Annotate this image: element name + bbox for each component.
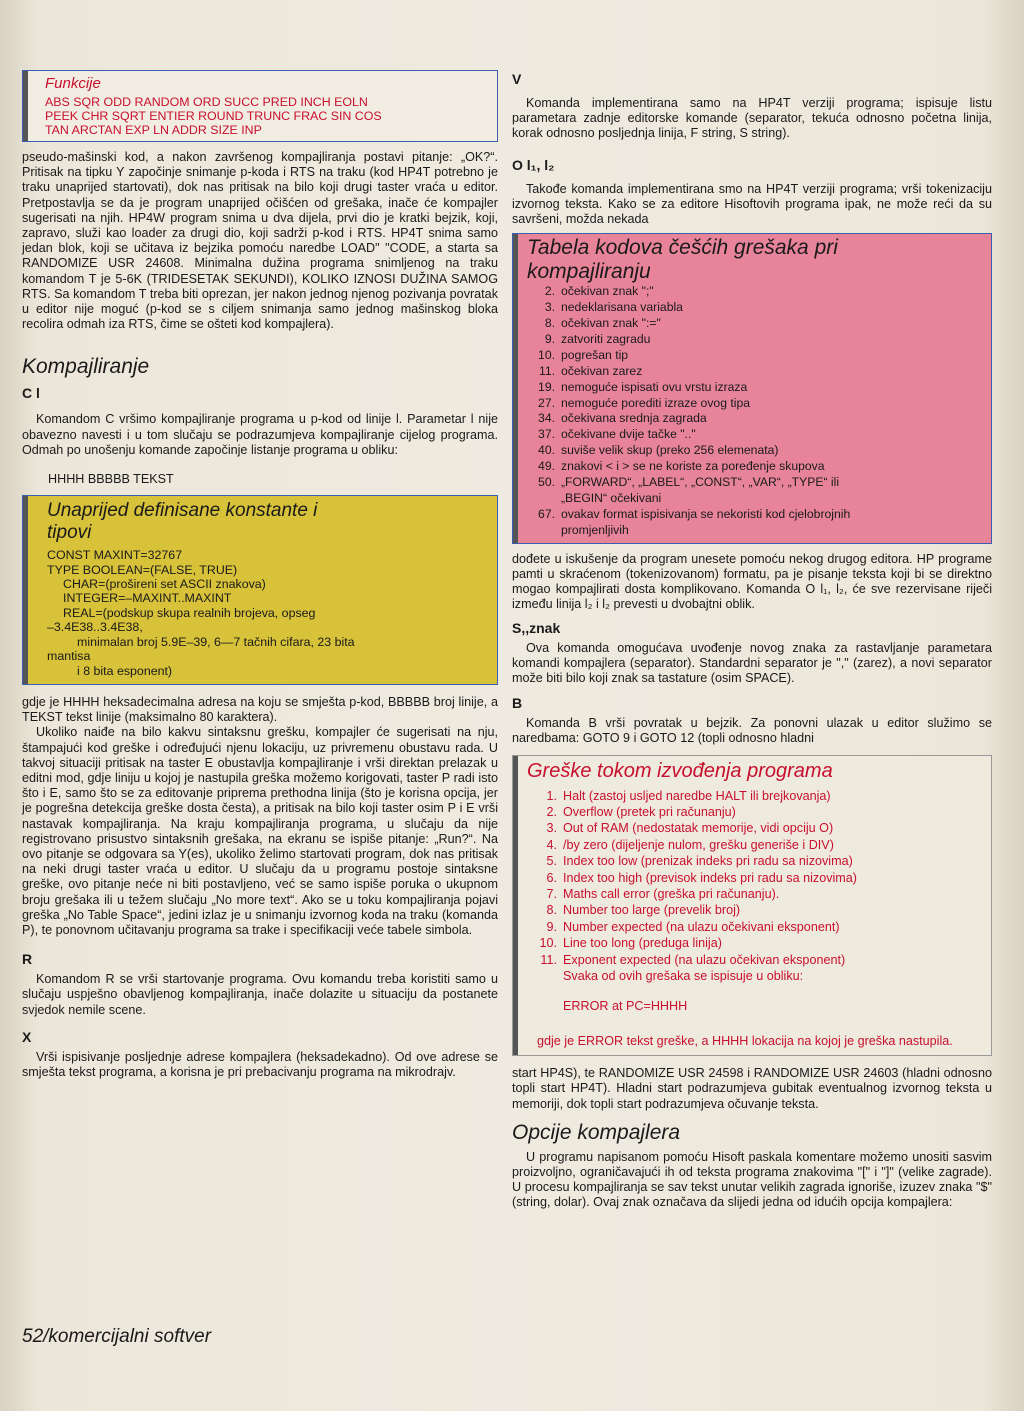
box-bar (23, 71, 28, 141)
greske-row-number: 5. (546, 854, 557, 869)
tabela-row-number: 40. (538, 443, 555, 458)
command-o: O l₁, l₂ (512, 156, 555, 173)
tabela-row (527, 507, 983, 523)
greske-row-number: 7. (546, 886, 557, 901)
greske-row-text: Line too long (preduga linija) (563, 936, 722, 951)
tabela-row (527, 427, 983, 443)
tabela-row-text: promjenljivih (561, 522, 629, 537)
tabela-row-number: 2. (544, 284, 555, 299)
greske-row-text: Number too large (prevelik broj) (563, 903, 741, 918)
tabela-row (527, 332, 983, 348)
greske-row-text: Index too low (prenizak indeks pri radu sa nizovima) (563, 854, 853, 869)
tabela-box (512, 233, 992, 544)
greske-note: Svaka od ovih grešaka se ispisuje u obliku: (563, 969, 804, 984)
tabela-row-number: 8. (544, 316, 555, 331)
tabela-row-number: 3. (544, 300, 555, 315)
tabela-row-text: nemoguće ispisati ovu vrstu izraza (561, 379, 748, 394)
paragraph: Komanda B vrši povratak u bejzik. Za ponovni ulazak u editor služimo se naredbama: GOTO 9 i GOTO 12 (topli odnosno hladni (512, 716, 992, 746)
paragraph: Ukoliko naiđe na bilo kakvu sintaksnu grešku, kompajler će sugerisati na nju, štampajući kod greške i određujući njenu lokaciju, uz privremenu obustavu rada. U takvoj situaciji pritisak na taster E obustavlja kompajliranje i vrši direktan prelazak u editni mod, gdje liniju u kojoj je nastupila greška možemo korigovati, taster P radi isto što i E, samo što se za editovanje priprema prethodna linija (što je korisna opcija, jer je pogrešna detekcija greške dosta česta), a pritisak na bilo koji taster osim P i E vrši nastavak kompajliranja. Na kraju kompajliranja programa, u slučaju da nije registrovano prisustvo sintaksnih grešaka, na ekranu se ispiše pitanje: „Run?“. Na ovo pitanje se odgovara sa Y(es), ukoliko želimo startovati program, dok nas pritisak na neki drugi taster vraća u editor. U slučaju da u programu postoje sintaksne greške, ovo pitanje neće ni biti postavljeno, već se samo ispiše poruka o ukupnom broju grešaka ili u težem slučaju „No more text“. Ako se u toku kompajliranja pojavi greška „No Table Space“, jedini izlaz je u snimanju izvornog koda na traku (komanda P), te ponovnom učitavanju programa sa trake i specifikaciji veće tabele simbola. (22, 725, 498, 937)
greske-row-text: Number expected (na ulazu očekivani eksponent) (563, 919, 840, 934)
tabela-row-number: 10. (538, 347, 555, 362)
tabela-row-text: očekivan znak ":=" (561, 316, 661, 331)
greske-list (527, 788, 981, 968)
greske-row (535, 919, 981, 935)
konstante-line: –3.4E38..3.4E38, (47, 620, 143, 635)
tabela-row (527, 475, 983, 491)
konstante-line: TYPE BOOLEAN=(FALSE, TRUE) (47, 562, 238, 577)
tabela-row (527, 380, 983, 396)
command-r: R (22, 951, 33, 968)
tabela-row-text: očekivan zarez (561, 363, 643, 378)
paragraph: gdje je HHHH heksadecimalna adresa na koju se smješta p-kod, BBBBB broj linije, a TEKST tekst linije (maksimalno 80 karaktera). (22, 694, 498, 725)
command-c: C l (22, 385, 40, 402)
greske-row (535, 788, 981, 804)
command-v: V (512, 71, 522, 87)
paragraph: U programu napisanom pomoću Hisoft paskala komentare možemo unositi sasvim proizvoljno, ograničavajući ih od teksta programa znakovima "[" i "]" (velike zagrade). U procesu kompajliranja se sav tekst unutar velikih zagrada ignoriše, izuzev znaka "$" (string, dolar). Ovaj znak označava da slijedi jedna od idućih opcija kompajlera: (512, 1149, 992, 1210)
greske-row-number: 3. (546, 821, 557, 836)
greske-row-text: Overflow (pretek pri računanju) (563, 804, 736, 819)
konstante-line: CHAR=(prošireni set ASCII znakova) (63, 577, 266, 592)
konstante-line: INTEGER=–MAXINT..MAXINT (63, 591, 232, 606)
greske-row (535, 886, 981, 902)
greske-row-number: 8. (546, 903, 557, 918)
greske-row-number: 2. (546, 804, 557, 819)
paragraph: Komandom R se vrši startovanje programa. Ovu komandu treba koristiti samo u slučaju uspješno obavljenog kompajliranja, inače dolazite u situaciju da postanete svjedok nemile scene. (22, 972, 498, 1017)
funkcije-line: PEEK CHR SQRT ENTIER ROUND TRUNC FRAC SIN COS (45, 109, 382, 123)
tabela-row-number: 34. (538, 411, 555, 426)
greske-row-number: 11. (540, 952, 557, 967)
tabela-row (527, 364, 983, 380)
konstante-line: minimalan broj 5.9E–39, 6—7 tačnih cifara, 23 bita (77, 634, 355, 649)
greske-title: Greške tokom izvođenja programa (527, 759, 833, 782)
greske-row (535, 870, 981, 886)
funkcije-line: TAN ARCTAN EXP LN ADDR SIZE INP (45, 123, 262, 137)
greske-row-number: 1. (546, 788, 557, 803)
konstante-box (22, 495, 498, 685)
greske-row-text: Maths call error (greška pri računanju). (563, 886, 780, 901)
greske-row-text: Index too high (previsok indeks pri radu sa nizovima) (563, 870, 857, 885)
tabela-row (527, 284, 983, 300)
tabela-row-number: 67. (538, 506, 555, 521)
tabela-row (527, 348, 983, 364)
tabela-row-number: 27. (538, 395, 555, 410)
tabela-row-number: 11. (538, 363, 555, 378)
box-bar (513, 234, 518, 543)
tabela-list (527, 284, 983, 539)
konstante-title-1: Unaprijed definisane konstante i (47, 500, 318, 522)
greske-row-text: Exponent expected (na ulazu očekivan eksponent) (563, 952, 846, 967)
left-column (22, 70, 498, 1080)
funkcije-title: Funkcije (45, 75, 101, 92)
format-line: HHHH BBBBB TEKST (48, 472, 174, 487)
funkcije-box (22, 70, 498, 142)
paragraph: Komandom C vršimo kompajliranje programa u p-kod od linije l. Parametar l nije obavezno navesti i u tom slučaju se podrazumjeva kompajliranje cijelog programa. Odmah po unošenju komande započinje listanje programa u obliku: (22, 412, 498, 457)
command-b: B (512, 695, 523, 712)
tabela-row (527, 316, 983, 332)
right-column (512, 70, 992, 1211)
greske-row (535, 804, 981, 820)
command-x: X (22, 1028, 32, 1045)
command-s: S,,znak (512, 619, 561, 636)
tabela-row-text: nedeklarisana variabla (561, 300, 683, 315)
heading-opcije: Opcije kompajlera (512, 1120, 681, 1144)
tabela-row (527, 523, 983, 539)
tabela-row-text: „BEGIN“ očekivani (561, 491, 662, 505)
tabela-row-text: suviše velik skup (preko 256 elemenata) (561, 443, 779, 458)
greske-row-text: Halt (zastoj usljed naredbe HALT ili brejkovanja) (563, 788, 831, 803)
konstante-line: CONST MAXINT=32767 (47, 548, 183, 563)
tabela-row-text: „FORWARD“, „LABEL“, „CONST“, „VAR“, „TYPE“ ili (561, 475, 840, 490)
greske-row-number: 6. (546, 870, 557, 885)
paragraph: Vrši ispisivanje posljednje adrese kompajlera (heksadekadno). Od ove adrese se smješta tekst programa, a korisna je pri prebacivanju programa na mikrodrajv. (22, 1049, 498, 1079)
page-footer: 52/komercijalni softver (22, 1326, 212, 1347)
konstante-title-2: tipovi (47, 522, 92, 544)
greske-row-number: 9. (546, 919, 557, 934)
tabela-row (527, 491, 983, 507)
tabela-row-number: 9. (544, 331, 555, 346)
tabela-row (527, 396, 983, 412)
tabela-row-number: 19. (538, 379, 555, 394)
tabela-row-text: očekivan znak ";" (561, 284, 654, 299)
paragraph: pseudo-mašinski kod, a nakon završenog kompajliranja postavi pitanje: „OK?“. Pritisak na tipku Y započinje snimanje p-koda i RTS na traku (kod HP4T potrebno je traku unaprijed startovati), dok nas pritisak na bilo koji drugi taster vraća u editor. Pretpostavlja se da je program unaprijed očišćen od grešaka, inače će kompajler sugerisati na njih. HP4W program snima u dva dijela, prvi dio je kratki bejzik, koji, zapravo, služi kao loader za drugi dio, koji sadrži p-kod i RTS. HP4T snima samo jedan blok, koji se učitava iz bejzika pomoću naredbe LOAD" "CODE, a starta sa RANDOMIZE USR 24608. Minimalna dužina programa snimljenog na traku komandom T je 5-6K (TRIDESETAK SEKUNDI), KOLIKO IZNOSI DUŽINA SAMOG RTS. Sa komandom T treba biti oprezan, jer nakon jednog njenog pozivanja povratak u editor nije moguć (p-kod se s ciljem snimanja samo jednog mašinskog bloka recolira odmah iza RTS, čime se ošteti kod kompajlera). (22, 150, 498, 332)
paragraph: Ova komanda omogućava uvođenje novog znaka za rastavljanje parametara komandi kompajlera (separator). Standardni separator je "," (zarez), a novi separator može biti bilo koji znak sa tastature (osim SPACE). (512, 640, 992, 685)
paragraph: Takođe komanda implementirana smo na HP4T verziji programa; vrši tokenizaciju izvornog teksta. Kako se za editore Hisoftovih programa ipak, ne može reći da su savršeni, možda nekada (512, 181, 992, 227)
greske-row-text: /by zero (dijeljenje nulom, grešku generiše i DIV) (563, 837, 834, 852)
greske-row (535, 820, 981, 836)
tabela-row-text: ovakav format ispisivanja se nekoristi kod cjelobrojnih (561, 506, 851, 521)
paragraph: dođete u iskušenje da program unesete pomoću nekog drugog editora. HP programe pamti u skraćenom (tokenizovanom) formatu, pa je pisanje teksta koji bi se direktno mogao kompajlirati dosta komplikovano. Komanda O l₁, l₂, će sve rezervisane riječi između linija l₂ i l₂ prevesti u dvobajtni oblik. (512, 551, 992, 612)
greske-row-text: Out of RAM (nedostatak memorije, vidi opciju O) (563, 821, 834, 836)
tabela-row (527, 459, 983, 475)
tabela-row-number: 49. (538, 459, 555, 474)
konstante-line: mantisa (47, 649, 91, 664)
tabela-row-text: zatvoriti zagradu (561, 331, 651, 346)
box-bar (513, 756, 518, 1056)
tabela-row (527, 411, 983, 427)
tabela-row-text: nemoguće porediti izraze ovog tipa (561, 395, 751, 410)
greske-explain: gdje je ERROR tekst greške, a HHHH lokacija na kojoj je greška nastupila. (537, 1033, 953, 1048)
tabela-row-number: 50. (538, 475, 555, 490)
tabela-row-text: očekivana srednja zagrada (561, 411, 707, 426)
tabela-row-number: 37. (538, 427, 555, 442)
tabela-row (527, 443, 983, 459)
greske-row-number: 10. (539, 936, 557, 951)
tabela-row-text: pogrešan tip (561, 347, 629, 362)
greske-row (535, 837, 981, 853)
greske-row (535, 952, 981, 968)
greske-row (535, 853, 981, 869)
tabela-row-text: očekivane dvije tačke ".." (561, 427, 696, 442)
funkcije-line: ABS SQR ODD RANDOM ORD SUCC PRED INCH EOLN (45, 95, 368, 109)
greske-row-number: 4. (546, 837, 557, 852)
heading-kompajliranje: Kompajliranje (22, 355, 150, 379)
paragraph: Komanda implementirana samo na HP4T verziji programa; ispisuje listu parametara zadnje editorske komande (separator, tekuća odnosno početna linija, korak odnosno posljednja linija, F string, S string). (512, 96, 992, 141)
tabela-row-text: znakovi < i > se ne koriste za poređenje skupova (561, 459, 825, 474)
tabela-title-2: kompajliranju (527, 260, 651, 284)
greske-box (512, 755, 992, 1057)
greske-row (535, 935, 981, 951)
konstante-line: i 8 bita esponent) (77, 663, 173, 678)
paragraph: start HP4S), te RANDOMIZE USR 24598 i RANDOMIZE USR 24603 (hladni odnosno topli start HP4T). Hladni start podrazumjeva gubitak eventualnog izvornog teksta u memoriji, dok topli start podrazumjeva očuvanje teksta. (512, 1066, 992, 1111)
error-format: ERROR at PC=HHHH (563, 999, 688, 1014)
tabela-title-1: Tabela kodova češćih grešaka pri (527, 236, 838, 260)
konstante-line: REAL=(podskup skupa realnih brojeva, opseg (63, 605, 316, 620)
box-bar (23, 496, 28, 684)
tabela-row (527, 300, 983, 316)
greske-row (535, 902, 981, 918)
